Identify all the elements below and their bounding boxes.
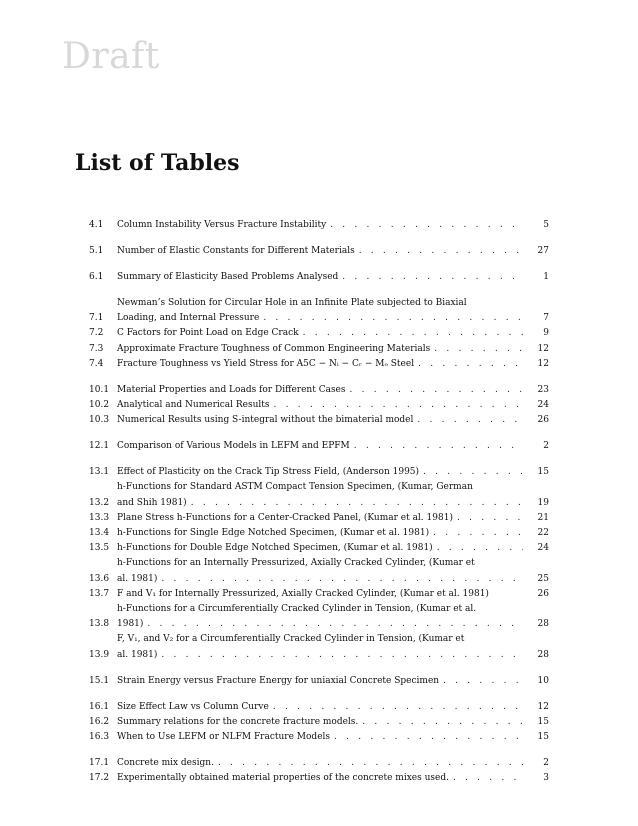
entry-page-number[interactable]: 5 [543,220,549,230]
entry-last-line [117,648,549,663]
entry-last-line [117,311,549,326]
entry-title-line: Column Instability Versus Fracture Instability [117,220,327,230]
toc-entry[interactable] [89,674,549,689]
entry-number: 13.1 [89,467,110,478]
entry-last-line [117,756,549,771]
entry-last-line [117,511,549,526]
entry-number: 13.6 [89,573,110,584]
dot-leader [330,218,523,233]
entry-last-line [117,244,549,259]
entry-title-line: Comparison of Various Models in LEFM and EPFM [117,441,350,452]
entry-body [117,730,549,745]
toc-group [89,756,549,786]
entry-body [117,587,549,602]
entry-body [117,511,549,526]
entry-title-line: 1981) [117,619,144,630]
entry-page-number[interactable]: 1 [543,272,549,282]
dot-leader [359,244,523,259]
entry-title-line: F and V₁ for Internally Pressurized, Axially Cracked Cylinder, (Kumar et al. 1981) [117,588,489,599]
entry-page-number[interactable]: 15 [537,467,549,478]
entry-page-number[interactable]: 2 [543,441,549,452]
entry-body [117,326,549,341]
toc-entry[interactable] [89,326,549,341]
toc-entry[interactable] [89,587,549,602]
entry-body [117,556,549,586]
draft-watermark: Draft [62,36,160,77]
entry-number: 10.1 [89,384,110,395]
entry-title-line: h-Functions for Standard ASTM Compact Tension Specimen, (Kumar, German [117,482,473,493]
entry-number: 16.1 [89,701,110,712]
entry-title-line: F, V₁, and V₂ for a Circumferentially Cracked Cylinder in Tension, (Kumar et [117,634,465,645]
entry-last-line [117,357,549,372]
toc-entry[interactable] [89,526,549,541]
toc-entry[interactable] [89,511,549,526]
dot-leader [423,465,523,480]
entry-page-number[interactable]: 28 [537,649,549,660]
entry-body [117,756,549,771]
entry-title-line: h-Functions for a Circumferentially Cracked Cylinder in Tension, (Kumar et al. [117,604,477,615]
entry-page-number[interactable]: 12 [537,358,549,369]
entry-title-line: Material Properties and Loads for Different Cases [117,384,346,395]
dot-leader [218,756,523,771]
entry-last-line [117,587,549,602]
entry-page-number[interactable]: 2 [543,758,549,769]
entry-body [117,296,549,326]
entry-number: 4.1 [89,220,104,230]
entry-last-line [117,617,549,632]
entry-body [117,602,549,632]
entry-number: 5.1 [89,246,104,256]
entry-page-number[interactable]: 12 [537,343,549,354]
entry-title-line: h-Functions for Single Edge Notched Specimen, (Kumar et al. 1981) [117,528,430,539]
entry-title-line: Number of Elastic Constants for Different Materials [117,246,355,256]
entry-last-line [117,541,549,556]
dot-leader [417,413,523,428]
entry-last-line [117,326,549,341]
entry-title-line: Effect of Plasticity on the Crack Tip Stress Field, (Anderson 1995) [117,467,420,478]
entry-number: 7.2 [89,328,104,339]
entry-last-line [117,730,549,745]
toc-entry[interactable] [89,632,549,662]
entry-body [117,480,549,510]
entry-body [117,632,549,662]
dot-leader [354,439,523,454]
entry-page-number[interactable]: 24 [537,400,549,411]
entry-body [117,244,549,259]
entry-number: 10.2 [89,400,110,411]
toc-entry[interactable] [89,556,549,586]
entry-last-line [117,715,549,730]
entry-last-line [117,674,549,689]
entry-title-line: h-Functions for Double Edge Notched Specimen, (Kumar et al. 1981) [117,543,433,554]
entry-body [117,771,549,786]
entry-last-line [117,496,549,511]
entry-last-line [117,270,549,285]
entry-body [117,342,549,357]
entry-title-line: Summary relations for the concrete fracture models. [117,716,359,727]
entry-last-line [117,398,549,413]
dot-leader [263,311,523,326]
entry-body [117,526,549,541]
entry-title-line: h-Functions for an Internally Pressurized, Axially Cracked Cylinder, (Kumar et [117,558,475,569]
toc-entry[interactable] [89,730,549,745]
toc-entry[interactable] [89,480,549,510]
entry-number: 7.4 [89,358,104,369]
entry-title-line: Plane Stress h-Functions for a Center-Cracked Panel, (Kumar et al. 1981) [117,512,453,523]
entry-title-line: Analytical and Numerical Results [117,400,270,411]
toc-entry[interactable] [89,439,549,454]
entry-page-number[interactable]: 3 [543,773,549,784]
toc-entry[interactable] [89,756,549,771]
toc-group [89,383,549,429]
entry-last-line [117,526,549,541]
dot-leader [433,526,523,541]
entry-title-line: Summary of Elasticity Based Problems Analysed [117,272,339,282]
toc-entry[interactable] [89,602,549,632]
dot-leader [161,648,523,663]
dot-leader [342,270,523,285]
entry-page-number[interactable]: 26 [537,588,549,599]
dot-leader [303,326,523,341]
toc-entry[interactable] [89,296,549,326]
toc-group [89,296,549,372]
toc-entry[interactable] [89,398,549,413]
entry-page-number[interactable]: 25 [537,573,549,584]
entry-page-number[interactable]: 21 [537,512,549,523]
entry-number: 16.2 [89,716,110,727]
entry-title-line: Size Effect Law vs Column Curve [117,701,269,712]
entry-title-line: Numerical Results using S-integral without the bimaterial model [117,415,414,426]
entry-last-line [117,218,549,233]
entry-last-line [117,771,549,786]
toc-entry[interactable] [89,270,549,285]
dot-leader [147,617,523,632]
toc-entry[interactable] [89,715,549,730]
dot-leader [274,398,523,413]
dot-leader [362,715,523,730]
toc-entry[interactable] [89,357,549,372]
entry-page-number[interactable]: 15 [537,732,549,743]
entry-number: 16.3 [89,732,110,743]
toc-entry[interactable] [89,413,549,428]
entry-body [117,218,549,233]
entry-body [117,674,549,689]
toc-entry[interactable] [89,541,549,556]
toc-group [89,218,549,233]
toc-entry[interactable] [89,218,549,233]
entry-title-line: Approximate Fracture Toughness of Common Engineering Materials [117,343,431,354]
entry-page-number[interactable]: 15 [537,716,549,727]
entry-last-line [117,413,549,428]
dot-leader [334,730,523,745]
entry-body [117,700,549,715]
dot-leader [457,511,523,526]
dot-leader [434,342,523,357]
entry-last-line [117,439,549,454]
entry-page-number[interactable]: 7 [543,313,549,324]
dot-leader [273,700,523,715]
entry-number: 7.3 [89,343,104,354]
entry-title-line: C Factors for Point Load on Edge Crack [117,328,299,339]
entry-number: 13.8 [89,619,110,630]
toc-group [89,270,549,285]
entry-number: 13.2 [89,497,110,508]
entry-body [117,715,549,730]
entry-number: 13.3 [89,512,110,523]
toc-group [89,700,549,746]
list-of-tables [89,218,549,797]
toc-entry[interactable] [89,244,549,259]
entry-page-number[interactable]: 24 [537,543,549,554]
entry-title-line: and Shih 1981) [117,497,187,508]
entry-title-line: Concrete mix design. [117,758,214,769]
entry-body [117,439,549,454]
entry-title-line: Strain Energy versus Fracture Energy for uniaxial Concrete Specimen [117,675,440,686]
entry-page-number[interactable]: 27 [537,246,549,256]
entry-body [117,270,549,285]
entry-number: 17.2 [89,773,110,784]
entry-body [117,357,549,372]
entry-last-line [117,572,549,587]
dot-leader [437,541,523,556]
entry-number: 7.1 [89,313,104,324]
entry-last-line [117,342,549,357]
entry-number: 17.1 [89,758,110,769]
entry-body [117,398,549,413]
entry-page-number[interactable]: 28 [537,619,549,630]
entry-number: 13.5 [89,543,110,554]
entry-title-line: Loading, and Internal Pressure [117,313,260,324]
entry-number: 6.1 [89,272,104,282]
entry-last-line [117,383,549,398]
toc-entry[interactable] [89,342,549,357]
dot-leader [161,572,523,587]
toc-entry[interactable] [89,700,549,715]
dot-leader [453,771,523,786]
entry-body [117,383,549,398]
entry-number: 13.4 [89,528,110,539]
page-title: List of Tables [75,150,240,176]
entry-page-number[interactable]: 26 [537,415,549,426]
entry-number: 10.3 [89,415,110,426]
toc-group [89,244,549,259]
entry-page-number[interactable]: 19 [537,497,549,508]
entry-number: 13.7 [89,588,110,599]
toc-entry[interactable] [89,771,549,786]
entry-body [117,413,549,428]
entry-title-line: Newman’s Solution for Circular Hole in an Infinite Plate subjected to Biaxial [117,298,467,308]
entry-title-line: al. 1981) [117,649,158,660]
entry-number: 15.1 [89,675,110,686]
entry-title-line: Experimentally obtained material properties of the concrete mixes used. [117,773,449,784]
toc-group [89,439,549,454]
toc-group [89,674,549,689]
entry-last-line [117,465,549,480]
entry-page-number[interactable]: 10 [537,675,549,686]
toc-group [89,465,549,663]
toc-entry[interactable] [89,383,549,398]
entry-body [117,541,549,556]
entry-title-line: al. 1981) [117,573,158,584]
entry-title-line: Fracture Toughness vs Yield Stress for A5C − Nᵢ − Cᵣ − Mₒ Steel [117,358,415,369]
entry-last-line [117,700,549,715]
entry-page-number[interactable]: 22 [537,528,549,539]
dot-leader [350,383,523,398]
dot-leader [418,357,523,372]
entry-number: 13.9 [89,649,110,660]
toc-entry[interactable] [89,465,549,480]
entry-number: 12.1 [89,441,110,452]
dot-leader [191,496,523,511]
entry-title-line: When to Use LEFM or NLFM Fracture Models [117,732,331,743]
dot-leader [443,674,523,689]
entry-body [117,465,549,480]
entry-page-number[interactable]: 9 [543,328,549,339]
entry-page-number[interactable]: 12 [537,701,549,712]
entry-page-number[interactable]: 23 [537,384,549,395]
